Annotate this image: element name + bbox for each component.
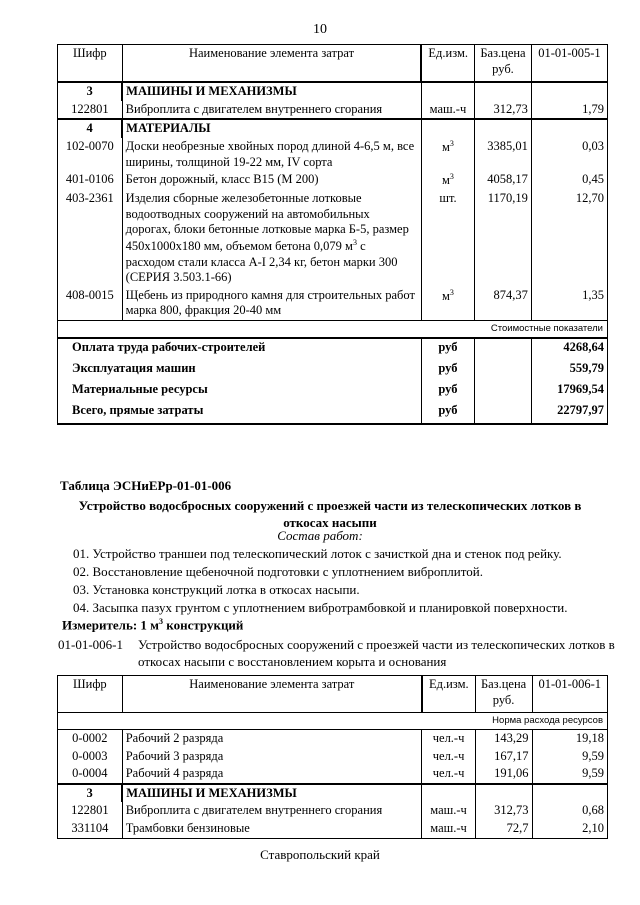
header-code: Шифр — [58, 676, 123, 713]
row-value: 12,70 — [531, 190, 607, 287]
work-step: 02. Восстановление щебеночной подготовки с уплотнением виброплитой. — [73, 564, 483, 579]
row-value: 9,59 — [532, 765, 608, 784]
row-name: Бетон дорожный, класс В15 (М 200) — [122, 171, 421, 190]
header-unit: Ед.изм. — [422, 676, 475, 713]
row-code: 331104 — [58, 820, 123, 838]
table-row — [58, 287, 608, 321]
row-price: 72,7 — [475, 820, 532, 838]
row-unit: $м^3$ — [421, 138, 474, 171]
cost-note: Стоимостные показатели — [58, 321, 608, 338]
total-value: 17969,54 — [531, 381, 607, 402]
row-name: Рабочий 3 разряда — [122, 748, 422, 766]
row-value: 0,68 — [532, 802, 608, 820]
total-label: Материальные ресурсы — [58, 381, 422, 402]
row-name: Щебень из природного камня для строительных работ марка 800, фракция 20-40 мм — [122, 287, 421, 321]
total-label: Эксплуатация машин — [58, 360, 422, 381]
row-unit: чел.-ч — [422, 748, 475, 766]
table-row — [58, 101, 608, 120]
norm-note: Норма расхода ресурсов — [58, 713, 608, 730]
header-price: Баз.цена руб. — [475, 45, 532, 83]
table-row — [58, 190, 608, 287]
work-composition-heading: Состав работ: — [277, 528, 363, 543]
row-name: Доски необрезные хвойных пород длиной 4-6,5 м, все ширины, толщиной 19-22 мм, IV сорта — [122, 138, 421, 171]
total-unit: руб — [421, 402, 474, 424]
norm-description: Устройство водосбросных сооружений с проезжей части из телескопических лотков в откосах насыпи с восстановлением корыта и основания — [138, 637, 615, 669]
row-name: Рабочий 2 разряда — [122, 729, 422, 747]
header-name: Наименование элемента затрат — [122, 676, 422, 713]
section-number: 3 — [58, 82, 123, 101]
row-unit: маш.-ч — [422, 802, 475, 820]
row-price: 3385,01 — [475, 138, 532, 171]
section-title: МАШИНЫ И МЕХАНИЗМЫ — [122, 784, 422, 803]
row-value: 0,45 — [531, 171, 607, 190]
section-number: 4 — [58, 119, 123, 138]
table-row — [58, 748, 608, 766]
row-unit: $м^3$ — [421, 171, 474, 190]
row-code: 401-0106 — [58, 171, 123, 190]
work-step: 03. Установка конструкций лотка в откосах насыпи. — [73, 582, 360, 597]
measure-unit: Измеритель: 1 $м^3$ конструкций — [62, 617, 244, 633]
row-price: 167,17 — [475, 748, 532, 766]
total-row — [58, 338, 608, 360]
row-code: 0-0002 — [58, 729, 123, 747]
section-title: МАШИНЫ И МЕХАНИЗМЫ — [122, 82, 421, 101]
work-step: 04. Засыпка пазух грунтом с уплотнением вибротрамбовкой и планировкой поверхности. — [73, 600, 568, 615]
row-unit: шт. — [421, 190, 474, 287]
row-unit: $м^3$ — [421, 287, 474, 321]
table-header-row — [58, 45, 608, 83]
row-code: 403-2361 — [58, 190, 123, 287]
section-row — [58, 119, 608, 138]
total-row — [58, 381, 608, 402]
section-title: МАТЕРИАЛЫ — [122, 119, 421, 138]
row-value: 19,18 — [532, 729, 608, 747]
total-row — [58, 402, 608, 424]
header-norm: 01-01-005-1 — [531, 45, 607, 83]
norm-note-row — [58, 713, 608, 730]
table-row — [58, 765, 608, 784]
resource-table-005 — [57, 44, 608, 425]
total-value: 4268,64 — [531, 338, 607, 360]
table-title: Таблица ЭСНиЕРр-01-01-006 — [60, 478, 232, 493]
row-price: 4058,17 — [475, 171, 532, 190]
row-value: 9,59 — [532, 748, 608, 766]
row-name: Виброплита с двигателем внутреннего сгорания — [122, 101, 421, 120]
row-price: 191,06 — [475, 765, 532, 784]
row-unit: маш.-ч — [421, 101, 474, 120]
total-value: 22797,97 — [531, 402, 607, 424]
table-row — [58, 171, 608, 190]
table-row — [58, 802, 608, 820]
page-number: 10 — [313, 22, 327, 37]
row-name: Виброплита с двигателем внутреннего сгорания — [122, 802, 422, 820]
row-name: Изделия сборные железобетонные лотковые водоотводных сооружений на автомобильных дорогах, блоки бетонные лотковые марка Б-5, размер 450х1000х180 мм, объемом бетона 0,079 $м^3$ с расходом стали класса А-I 2,34 кг, бетон марки 300 (СЕРИЯ 3.503.1-66) — [122, 190, 421, 287]
row-value: 0,03 — [531, 138, 607, 171]
row-name: Рабочий 4 разряда — [122, 765, 422, 784]
row-price: 874,37 — [475, 287, 532, 321]
total-unit: руб — [421, 338, 474, 360]
total-label: Оплата труда рабочих-строителей — [58, 338, 422, 360]
total-value: 559,79 — [531, 360, 607, 381]
section-number: 3 — [58, 784, 123, 803]
row-code: 122801 — [58, 802, 123, 820]
row-code: 408-0015 — [58, 287, 123, 321]
header-norm: 01-01-006-1 — [532, 676, 608, 713]
row-value: 1,35 — [531, 287, 607, 321]
row-unit: чел.-ч — [422, 729, 475, 747]
row-code: 122801 — [58, 101, 123, 120]
row-unit: чел.-ч — [422, 765, 475, 784]
table-name: Устройство водосбросных сооружений с проезжей части из телескопических лотков в откосах насыпи — [78, 498, 582, 530]
row-value: 1,79 — [531, 101, 607, 120]
total-unit: руб — [421, 360, 474, 381]
row-price: 312,73 — [475, 101, 532, 120]
cost-note-row — [58, 321, 608, 338]
section-row — [58, 784, 608, 803]
row-price: 1170,19 — [475, 190, 532, 287]
header-price: Баз.цена руб. — [475, 676, 532, 713]
table-row — [58, 138, 608, 171]
row-code: 0-0003 — [58, 748, 123, 766]
row-code: 102-0070 — [58, 138, 123, 171]
header-unit: Ед.изм. — [421, 45, 474, 83]
total-label: Всего, прямые затраты — [58, 402, 422, 424]
page-footer: Ставропольский край — [260, 847, 380, 862]
row-price: 143,29 — [475, 729, 532, 747]
section-row — [58, 82, 608, 101]
work-step: 01. Устройство траншеи под телескопический лоток с зачисткой дна и стенок под рейку. — [73, 546, 562, 561]
norm-code: 01-01-006-1 — [58, 637, 123, 652]
total-unit: руб — [421, 381, 474, 402]
row-value: 2,10 — [532, 820, 608, 838]
row-code: 0-0004 — [58, 765, 123, 784]
table-row — [58, 820, 608, 838]
table-header-row — [58, 676, 608, 713]
header-name: Наименование элемента затрат — [122, 45, 421, 83]
row-name: Трамбовки бензиновые — [122, 820, 422, 838]
row-unit: маш.-ч — [422, 820, 475, 838]
total-row — [58, 360, 608, 381]
table-row — [58, 729, 608, 747]
header-code: Шифр — [58, 45, 123, 83]
row-price: 312,73 — [475, 802, 532, 820]
resource-table-006 — [57, 675, 608, 839]
